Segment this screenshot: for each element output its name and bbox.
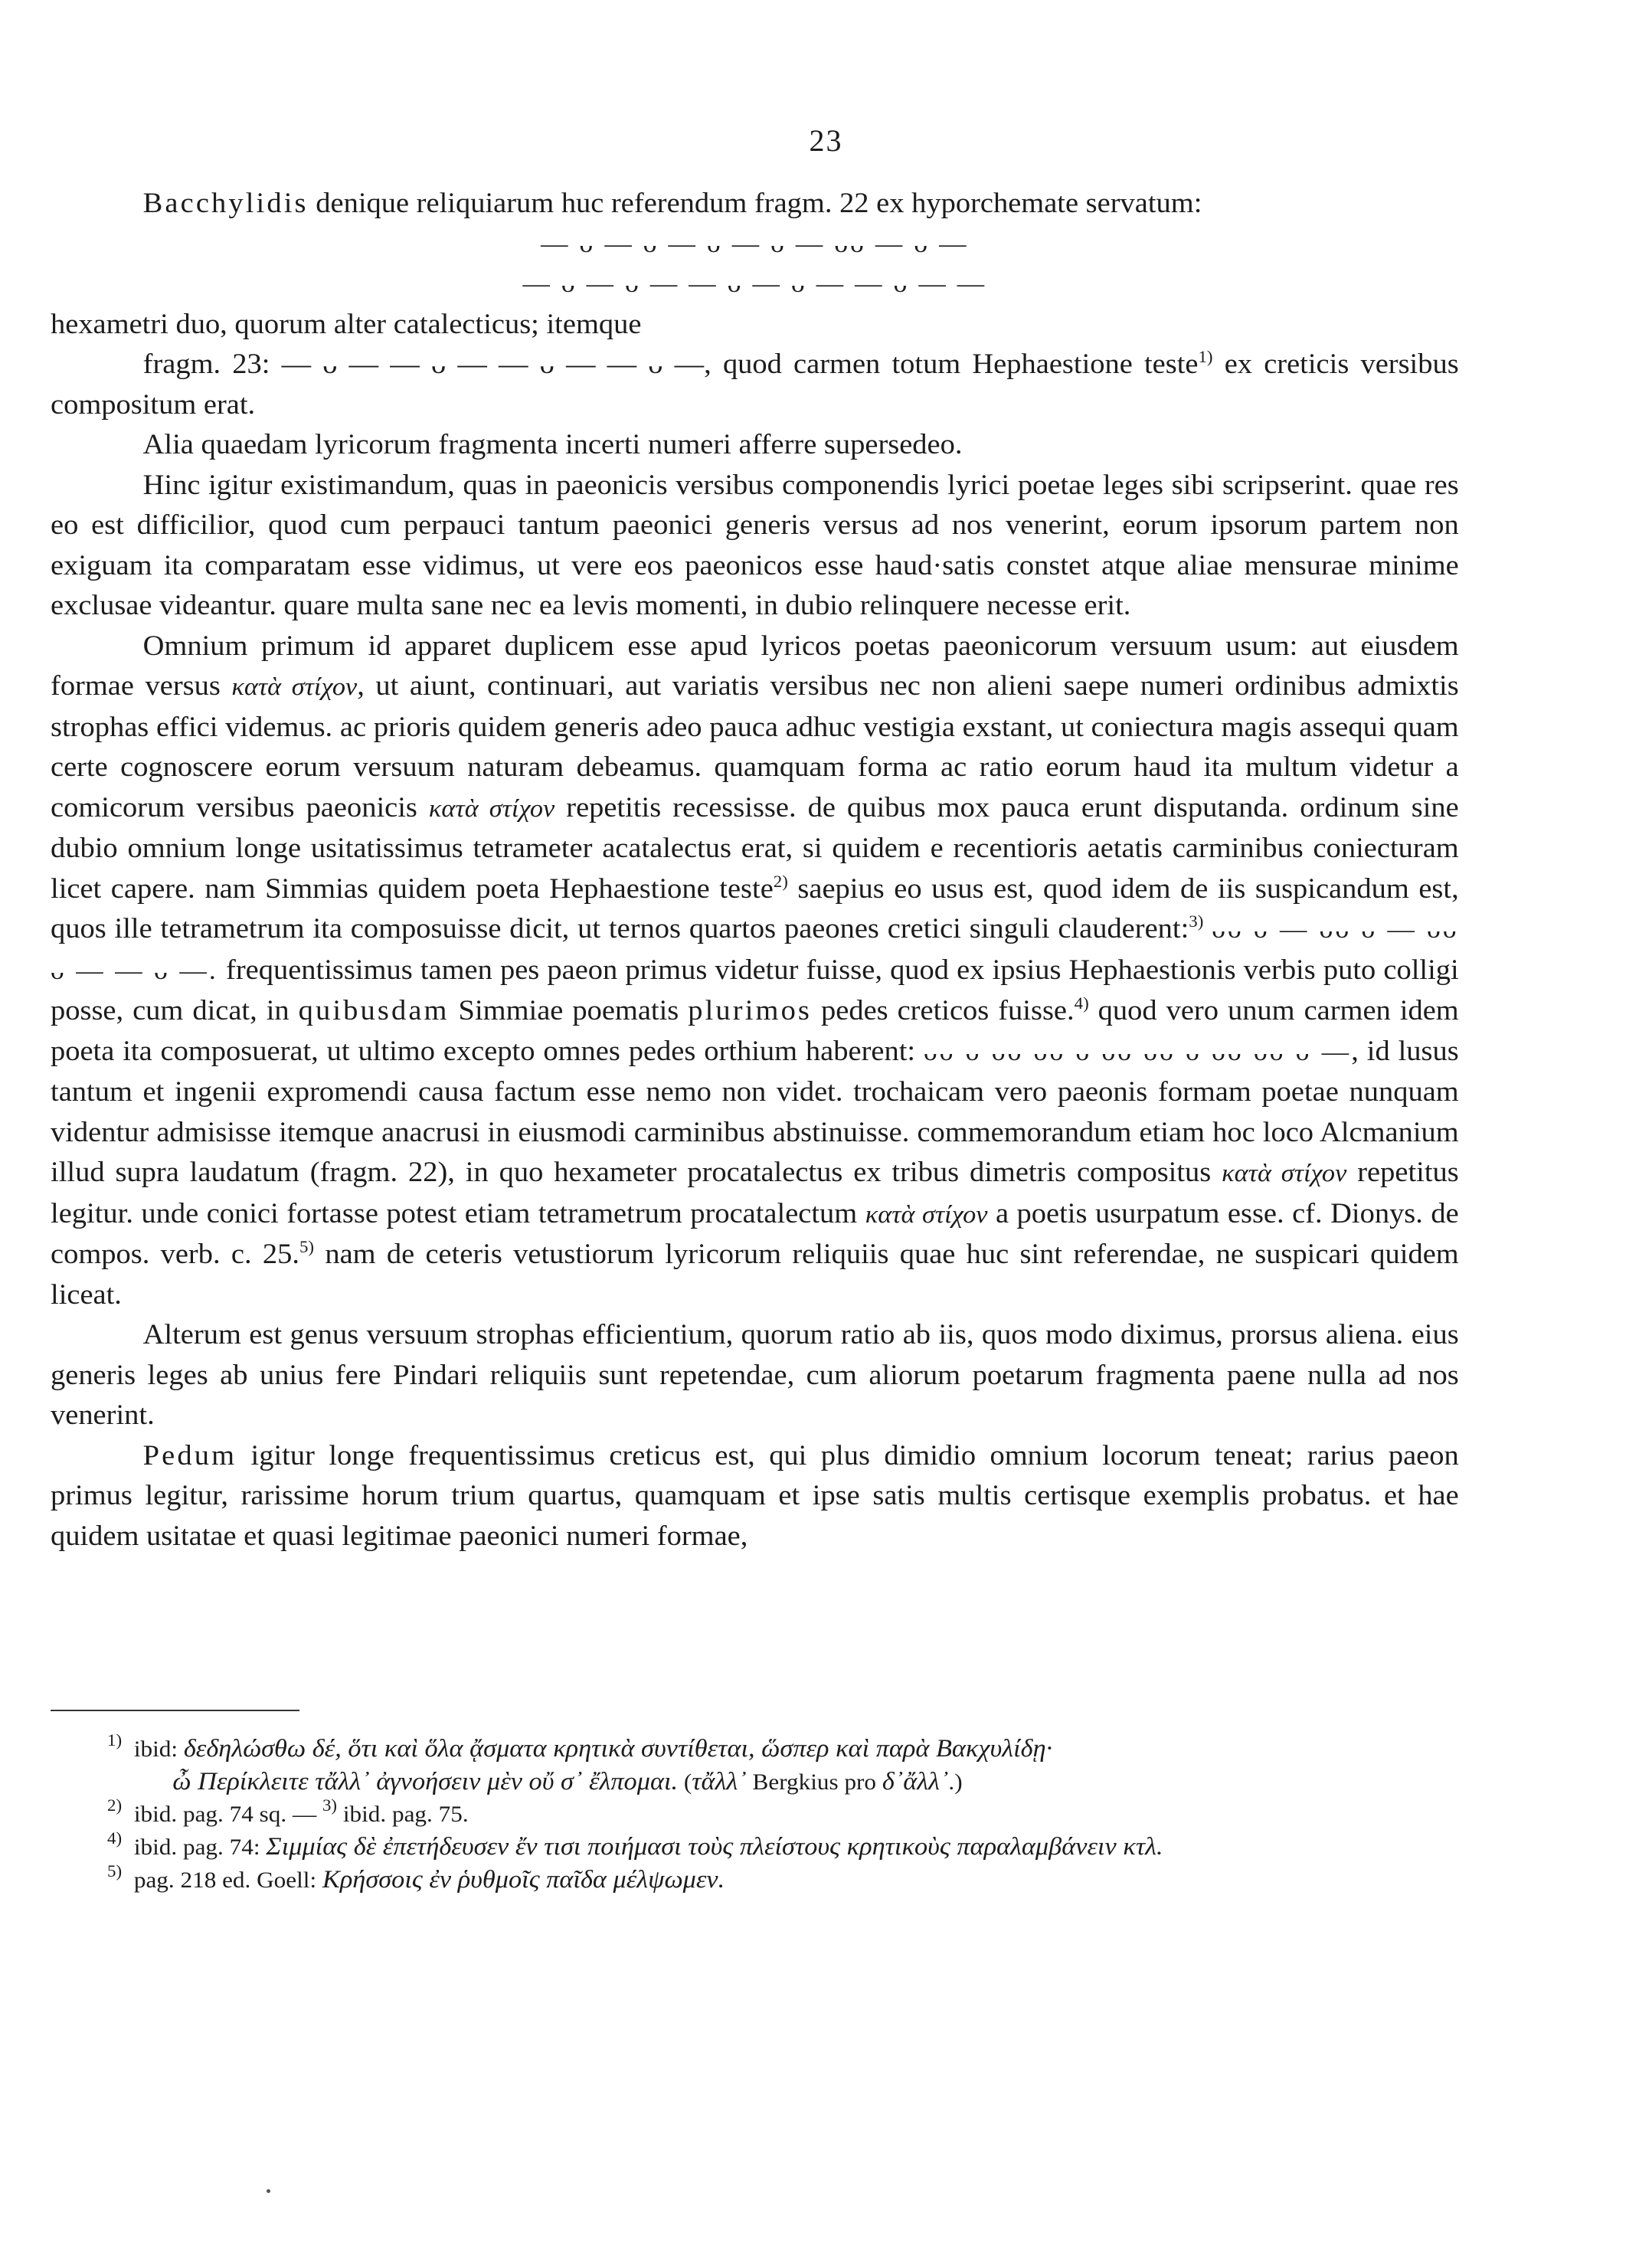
paragraph-text: Simmiae poematis	[449, 995, 679, 1026]
footnote-text: (	[683, 1769, 692, 1795]
footnote-mark-text: 1)	[107, 1730, 123, 1750]
greek-quote: Σιμμίας δὲ ἐπετήδευσεν ἔν τισι ποιήμασι τοὺς πλείστους κρητικοὺς παραλαμβάνειν κτλ.	[266, 1833, 1163, 1861]
metrical-scheme: ᴗᴗ ᴗ ᴗᴗ ᴗᴗ ᴗ ᴗᴗ ᴗᴗ ᴗ ᴗᴗ ᴗᴗ ᴗ —	[923, 1037, 1352, 1066]
paragraph-bacchylides	[51, 184, 1459, 224]
footnote-ref[interactable]: 1)	[1198, 347, 1213, 366]
paragraph-omnium	[51, 627, 1459, 1316]
footnotes	[107, 1730, 1454, 1897]
footnote-divider	[51, 1710, 299, 1711]
paragraph-hinc: Hinc igitur existimandum, quas in paeonicis versibus componendis lyrici poetae leges sibi scripserint. quae res eo est difficilior, quod cum perpauci tantum paeonici generis versus ad nos venerint, eorum ipsorum partem non exiguam ita comparatam esse vidimus, ut vere eos paeonicos esse haud·satis constet atque aliae mensurae minime exclusae videantur. quare multa sane nec ea levis momenti, in dubio relinquere necesse erit.	[51, 469, 1459, 621]
paragraph-text: quod vero unum carmen idem poeta ita composuerat, ut ultimo excepto omnes pedes orthium haberent:	[51, 995, 1459, 1067]
greek-phrase: κατὰ στίχον	[1222, 1160, 1347, 1187]
footnote-ref[interactable]: 2)	[773, 871, 788, 891]
metrical-scheme: — ᴗ — ᴗ — — ᴗ — ᴗ — — ᴗ — —	[522, 270, 987, 298]
greek-quote: ὦ Περίκλειτε τἄλλ᾽ ἀγνοήσειν μὲν οὔ σ᾽ ἔλπομαι.	[172, 1768, 679, 1795]
footnote-text: ibid:	[133, 1736, 178, 1762]
paragraph-fragm-23	[51, 345, 1459, 425]
paragraph-text: pedes creticos fuisse.	[812, 995, 1075, 1026]
paragraph-text: Omnium primum id apparet duplicem esse apud lyricos poetas paeonicorum versuum usum: aut eiusdem formae versus	[51, 630, 1459, 702]
footnote-2-3	[107, 1795, 1454, 1831]
greek-phrase: κατὰ στίχον	[231, 673, 358, 701]
footnote-ref[interactable]: 4)	[1074, 993, 1089, 1013]
footnote-text: pag. 218 ed. Goell:	[133, 1867, 317, 1893]
spaced-word: Pedum	[142, 1439, 237, 1471]
footnote-mark-text: 2)	[107, 1795, 123, 1815]
paragraph-text: nam de ceteris vetustiorum lyricorum reliquiis quae huc sint referendae, ne suspicari quidem liceat.	[51, 1239, 1459, 1311]
footnote-mark-text: 4)	[107, 1828, 123, 1848]
author-name: Bacchylidis	[142, 188, 309, 219]
paragraph-text: repetitis recessisse. de quibus mox pauca erunt disputanda. ordinum sine dubio omnium longe usitatissimus tetrameter acatalectus erat, si quidem e recentioris aetatis carminibus coniecturam licet capere. nam Simmias quidem poeta Hephaestione teste	[51, 791, 1459, 905]
footnote-ref[interactable]: 5)	[299, 1237, 315, 1256]
greek-word: δ᾽ἄλλ᾽	[882, 1768, 949, 1795]
paragraph-text: saepius eo usus est, quod idem de iis suspicandum est, quos ille tetrametrum ita composuisse dicit, ut ternos quartos paeones cretici singuli clauderent:	[51, 872, 1459, 944]
spaced-word: plurimos	[688, 995, 813, 1026]
footnote-1	[107, 1730, 1454, 1766]
footnote-1-continued	[107, 1766, 1454, 1799]
greek-quote: Κρήσσοις ἐν ῥυθμοῖς παῖδα μέλψωμεν.	[322, 1866, 725, 1894]
footnote-mark	[107, 1828, 128, 1864]
footnote-text: ibid. pag. 74:	[133, 1835, 260, 1860]
footnote-text: Bergkius pro	[746, 1769, 882, 1795]
footnote-text: ibid. pag. 74 sq. —	[133, 1802, 317, 1827]
paragraph-text: denique reliquiarum huc referendum fragm. 22 ex hyporchemate servatum:	[308, 188, 1202, 219]
paragraph-text: fragm. 23: — ᴗ — — ᴗ — — ᴗ — — ᴗ —, quod carmen totum Hephaestione teste	[142, 349, 1199, 380]
greek-phrase: κατὰ στίχον	[865, 1200, 988, 1229]
footnote-5	[107, 1861, 1454, 1897]
footnote-mark	[107, 1861, 128, 1897]
paragraph-hexametri: hexametri duo, quorum alter catalecticus; itemque	[51, 308, 642, 340]
paragraph-pedum	[51, 1436, 1459, 1557]
paragraph-text: a poetis usurpatum esse. cf. Dionys. de compos. verb. c. 25.	[51, 1197, 1459, 1270]
footnote-mark-text: 5)	[107, 1861, 123, 1880]
paragraph-text: frequentissimus tamen pes paeon primus videtur fuisse, quod ex ipsius Hephaestionis verbis puto colligi posse, cum dicat, in	[51, 954, 1459, 1026]
paragraph-text: ex creticis versibus compositum erat.	[51, 349, 1459, 421]
greek-phrase: κατὰ στίχον	[428, 794, 555, 823]
paragraph-text: igitur longe frequentissimus creticus est, qui plus dimidio omnium locorum teneat; rarius paeon primus legitur, rarissime horum trium quartus, quamquam et ipse satis multis certisque exemplis probatus. et hae quidem usitatae et quasi legitimae paeonici numeri formae,	[51, 1439, 1459, 1552]
footnote-text: .)	[948, 1769, 963, 1795]
metrical-scheme: — ᴗ — ᴗ — ᴗ — ᴗ — ᴗᴗ — ᴗ —	[541, 229, 969, 258]
footnote-text: ibid. pag. 75.	[342, 1802, 469, 1827]
spaced-word: quibusdam	[298, 995, 450, 1026]
footnote-mark	[107, 1795, 128, 1831]
page-number: 23	[809, 123, 843, 158]
paper-speck	[267, 2189, 270, 2193]
metrical-scheme: ᴗᴗ ᴗ — ᴗᴗ ᴗ — ᴗᴗ ᴗ — — ᴗ —.	[51, 915, 1459, 985]
paragraph-alterum: Alterum est genus versuum strophas efficientium, quorum ratio ab iis, quos modo diximus, prorsus aliena. eius generis leges ab unius fere Pindari reliquiis sunt repetendae, cum aliorum poetarum fragmenta paene nulla ad nos venerint.	[51, 1319, 1459, 1431]
body-text	[51, 184, 1459, 1556]
footnote-ref[interactable]: 3)	[1189, 912, 1204, 931]
greek-quote: δεδηλώσθω δέ, ὅτι καὶ ὅλα ᾄσματα κρητικὰ συντίθεται, ὥσπερ καὶ παρὰ Βακχυλίδῃ·	[183, 1735, 1053, 1763]
paragraph-alia: Alia quaedam lyricorum fragmenta incerti numeri afferre supersedeo.	[142, 429, 963, 460]
paragraph-text: , ut aiunt, continuari, aut variatis versibus nec non alieni saepe numeri ordinibus admixtis strophas effici videmus. ac prioris quidem generis adeo pauca adhuc vestigia exstant, ut coniectura magis assequi quam certe cognoscere eorum versuum naturam debeamus. quamquam forma ac ratio eorum haud ita multum videtur a comicorum versibus paeonicis	[51, 670, 1459, 823]
footnote-mark	[107, 1730, 128, 1766]
greek-word: τἄλλ᾽	[692, 1768, 747, 1795]
footnote-mark-text: 3)	[322, 1795, 338, 1815]
paragraph-text: , id lusus tantum et ingenii expromendi causa factum esse nemo non videt. trochaicam vero paeonis formam poetae nunquam videntur admisisse itemque anacrusi in eiusmodi carminibus abstinuisse. commemorandum etiam hoc loco Alcmanium illud supra laudatum (fragm. 22), in quo hexameter procatalectus ex tribus dimetris compositus	[51, 1035, 1459, 1188]
footnote-4	[107, 1828, 1454, 1864]
paragraph-text: repetitus legitur. unde conici fortasse potest etiam tetrametrum procatalectum	[51, 1157, 1459, 1229]
